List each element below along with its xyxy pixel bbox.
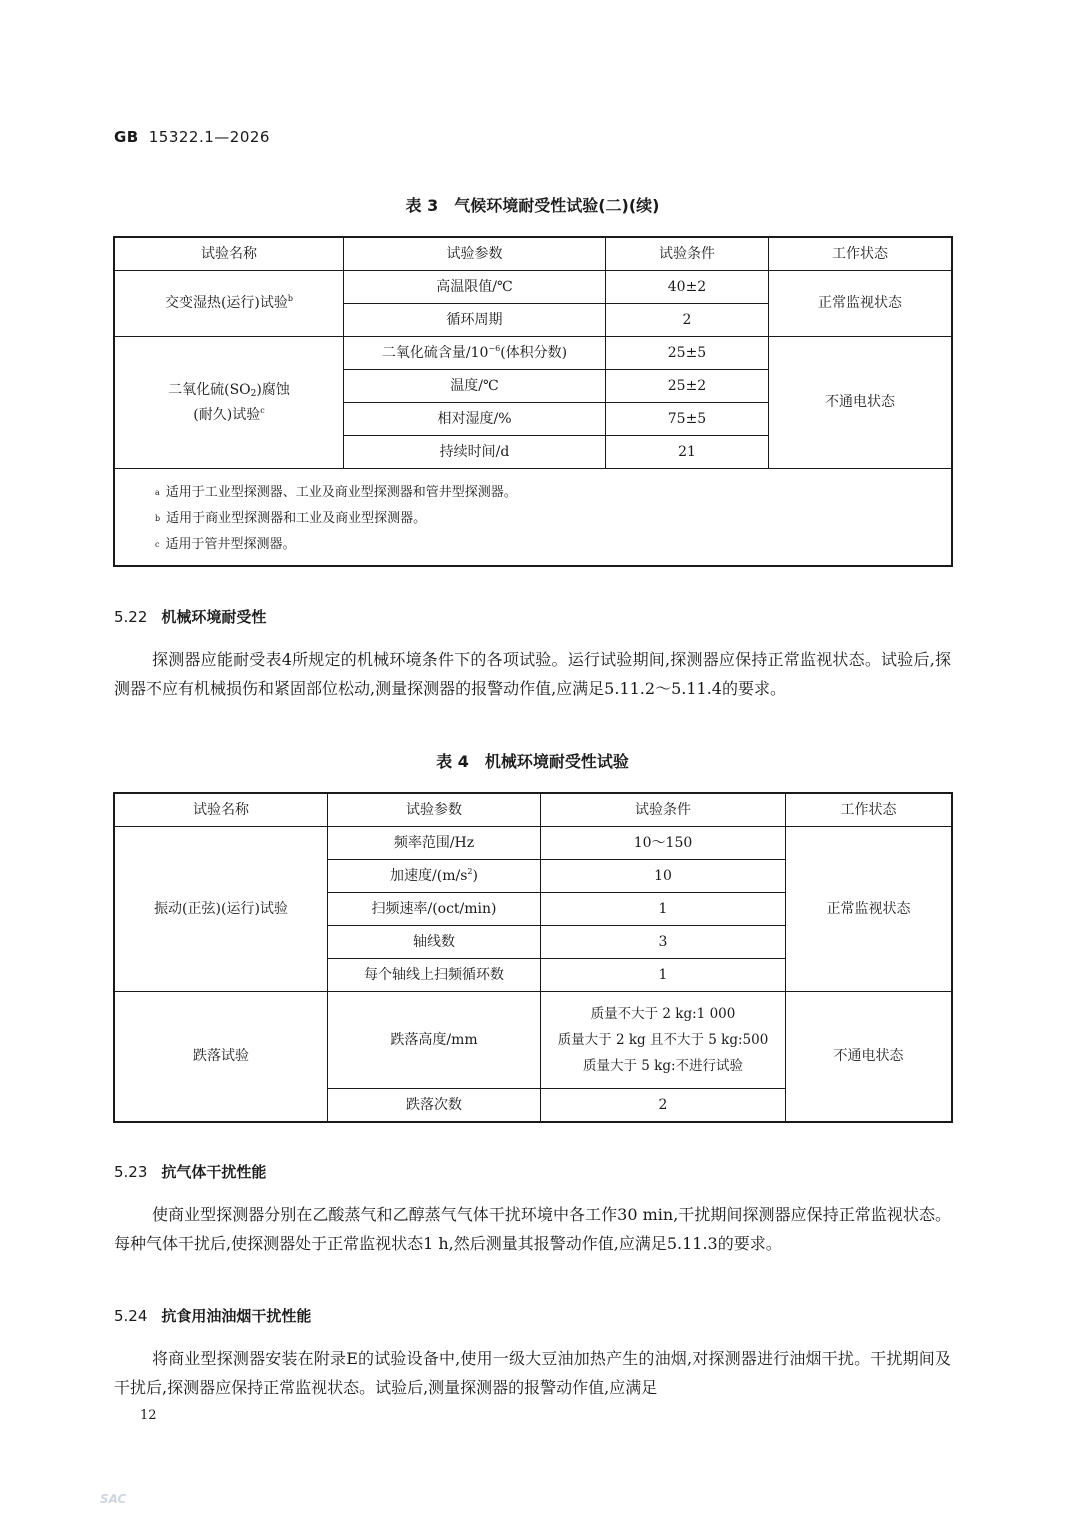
- table4-header-row: [115, 794, 952, 827]
- param-cell: 扫频速率/(oct/min): [328, 893, 541, 926]
- section-5-23-paragraph: 使商业型探测器分别在乙酸蒸气和乙醇蒸气气体干扰环境中各工作30 min,干扰期间探测器应保持正常监视状态。每种气体干扰后,使探测器处于正常监视状态1 h,然后测量其报警动作值,应满足5.11.3的要求。: [114, 1205, 951, 1253]
- param-cell: 每个轴线上扫频循环数: [328, 959, 541, 992]
- standard-number: 15322.1—2026: [148, 128, 270, 146]
- table4-header-param: 试验参数: [328, 794, 541, 827]
- condition-cell: 25±5: [606, 337, 769, 370]
- param-cell: 跌落高度/mm: [328, 992, 541, 1089]
- param-cell: 循环周期: [344, 304, 606, 337]
- condition-cell: 10: [541, 860, 786, 893]
- table3: [114, 237, 952, 566]
- table3-notes: [115, 469, 952, 566]
- page-number: 12: [140, 1408, 157, 1423]
- table3-caption: [114, 193, 951, 216]
- section-5-23-heading: 5.23 抗气体干扰性能: [114, 1163, 267, 1181]
- param-cell: 加速度$/(m/s^2)$: [328, 860, 541, 893]
- section-5-22-paragraph: 探测器应能耐受表4所规定的机械环境条件下的各项试验。运行试验期间,探测器应保持正常监视状态。试验后,探测器不应有机械损伤和紧固部位松动,测量探测器的报警动作值,应满足5.11.2～5.11.4的要求。: [114, 650, 951, 698]
- table4: [114, 793, 952, 1122]
- param-cell: 轴线数: [328, 926, 541, 959]
- condition-cell: 25±2: [606, 370, 769, 403]
- test-name-drop: 跌落试验: [115, 992, 328, 1122]
- condition-cell: 21: [606, 436, 769, 469]
- condition-cell: 2: [606, 304, 769, 337]
- section-5-24-heading: 5.24 抗食用油油烟干扰性能: [114, 1307, 312, 1325]
- table3-header-name: 试验名称: [115, 238, 344, 271]
- condition-cell: 75±5: [606, 403, 769, 436]
- table4-header-name: 试验名称: [115, 794, 328, 827]
- document-id: [114, 128, 270, 146]
- table4-caption: [114, 749, 951, 772]
- test-name-vibration: 振动(正弦)(运行)试验: [115, 827, 328, 992]
- condition-cell: 1: [541, 959, 786, 992]
- condition-cell: 1: [541, 893, 786, 926]
- param-cell: 相对湿度/%: [344, 403, 606, 436]
- state-cell: 正常监视状态: [786, 827, 952, 992]
- table3-title: 气候环境耐受性试验(二)(续): [454, 196, 660, 215]
- table-row: [115, 827, 952, 860]
- table3-number: 表 3: [405, 196, 439, 215]
- param-cell: 持续时间/d: [344, 436, 606, 469]
- table4-header-condition: 试验条件: [541, 794, 786, 827]
- footnote-a: $^a$ 适用于工业型探测器、工业及商业型探测器和管井型探测器。: [155, 485, 517, 500]
- param-cell: 跌落次数: [328, 1089, 541, 1122]
- param-cell: 频率范围/Hz: [328, 827, 541, 860]
- table4-title: 机械环境耐受性试验: [484, 752, 629, 771]
- condition-cell: 10～150: [541, 827, 786, 860]
- section-5-24-paragraph: 将商业型探测器安装在附录E的试验设备中,使用一级大豆油加热产生的油烟,对探测器进行油烟干扰。干扰期间及干扰后,探测器应保持正常监视状态。试验后,测量探测器的报警动作值,应满足: [114, 1349, 951, 1397]
- table4-number: 表 4: [436, 752, 469, 771]
- condition-cell: 2: [541, 1089, 786, 1122]
- param-cell: 温度/℃: [344, 370, 606, 403]
- gb-prefix: GB: [114, 128, 139, 146]
- footnote-b: $^b$ 适用于商业型探测器和工业及商业型探测器。: [155, 511, 427, 526]
- table3-notes-row: [115, 469, 952, 566]
- state-cell: 正常监视状态: [769, 271, 952, 337]
- state-cell: 不通电状态: [786, 992, 952, 1122]
- test-name-so2: 二氧化硫(SO2)腐蚀 (耐久)试验$^c$: [115, 337, 344, 469]
- footnote-c: $^c$ 适用于管井型探测器。: [155, 537, 296, 552]
- table3-header-row: [115, 238, 952, 271]
- condition-cell: 3: [541, 926, 786, 959]
- param-cell: 高温限值/℃: [344, 271, 606, 304]
- sac-logo-icon: SAC: [100, 1492, 127, 1506]
- table-row: [115, 271, 952, 304]
- table3-header-condition: 试验条件: [606, 238, 769, 271]
- condition-cell: 质量不大于 2 kg:1 000 质量大于 2 kg 且不大于 5 kg:500 质量大于 5 kg:不进行试验: [541, 992, 786, 1089]
- param-cell: 二氧化硫含量$/10^{-6}$(体积分数): [344, 337, 606, 370]
- table4-header-state: 工作状态: [786, 794, 952, 827]
- state-cell: 不通电状态: [769, 337, 952, 469]
- table3-header-param: 试验参数: [344, 238, 606, 271]
- condition-cell: 40±2: [606, 271, 769, 304]
- section-5-22-heading: 5.22 机械环境耐受性: [114, 608, 267, 626]
- table-row: [115, 337, 952, 370]
- table-row: [115, 992, 952, 1089]
- test-name-damp-heat: 交变湿热(运行)试验$^b$: [115, 271, 344, 337]
- table3-header-state: 工作状态: [769, 238, 952, 271]
